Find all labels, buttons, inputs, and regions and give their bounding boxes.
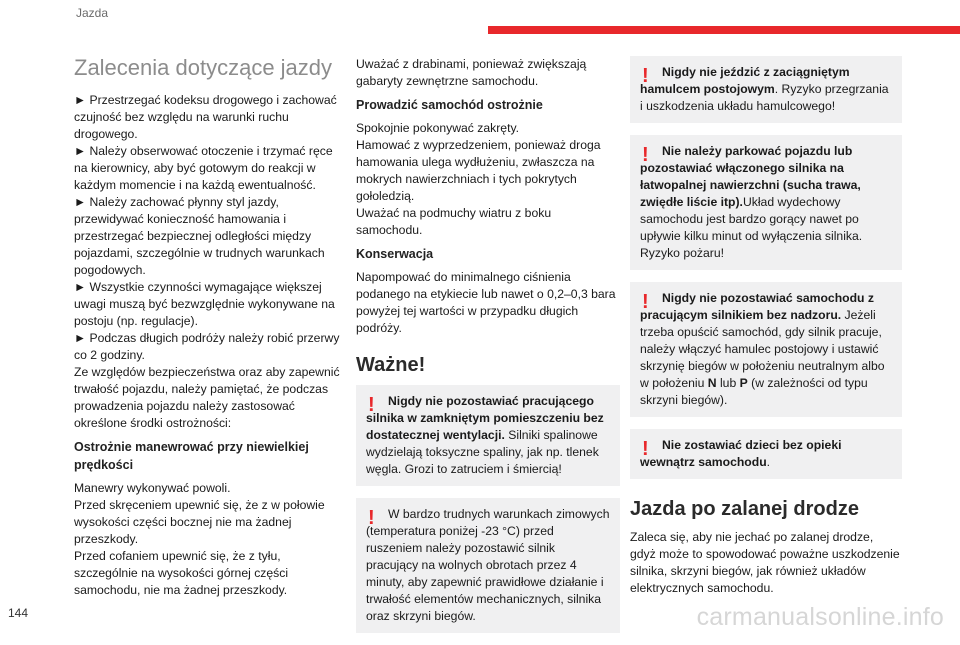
warning-rest: Silniki spalinowe wydzielają toksyczne spaliny, jak np. tlenek węgla. Grozi to zatruciem i śmiercią! — [366, 428, 599, 476]
warning-box-winter — [356, 498, 620, 633]
warning-box-unattended — [630, 282, 902, 417]
careful-line: Uważać na podmuchy wiatru z boku samochodu. — [356, 206, 552, 237]
warning-icon: ! — [642, 291, 649, 313]
subheading-drive-carefully: Prowadzić samochód ostrożnie — [356, 98, 543, 112]
warning-icon: ! — [642, 65, 649, 87]
gear-p: P — [739, 376, 748, 390]
warning-text — [640, 290, 892, 409]
flood-text: Zaleca się, aby nie jechać po zalanej drodze, gdyż może to spowodować poważne uszkodzenie silnika, skrzyni biegów, jak również układów elektrycznych samochodu. — [630, 530, 900, 595]
warning-text: W bardzo trudnych warunkach zimowych (temperatura poniżej -23 °C) przed ruszeniem należy pozostawić silnik pracujący na wolnych obrotach przez 4 minuty, aby zapewnić prawidłowe działanie i trwałość elementów mechanicznych, silnika oraz skrzyni biegów. — [366, 507, 610, 623]
warning-rest: Układ wydechowy samochodu jest bardzo gorący nawet po upływie kilku minut od wyłączenia silnika. Ryzyko pożaru! — [640, 195, 863, 260]
advice-item: Ze względów bezpieczeństwa oraz aby zapewnić trwałość pojazdu, należy pamiętać, że podczas prowadzenia pojazdu należy zastosować określone środki ostrożności: — [74, 365, 340, 430]
warning-box-parking-brake — [630, 56, 902, 123]
advice-item: ► Należy obserwować otoczenie i trzymać ręce na kierownicy, aby być gotowym do reakcji w każdym momencie i na każdą ewentualność. — [74, 144, 333, 192]
watermark: carmanualsonline.info — [696, 603, 944, 631]
warning-bold: Nie zostawiać dzieci bez opieki wewnątrz samochodu — [640, 438, 842, 469]
ladder-note: Uważać z drabinami, ponieważ zwiększają gabaryty zewnętrzne samochodu. — [356, 57, 587, 88]
warning-icon: ! — [642, 144, 649, 166]
maneuver-line: Przed cofaniem upewnić się, że z tyłu, szczególnie na wysokości górnej części samochodu, nie ma żadnej przeszkody. — [74, 549, 289, 597]
maintenance-text: Napompować do minimalnego ciśnienia podanego na etykiecie lub nawet o 0,2–0,3 bara powyżej tej wartości w przypadku długich podróży. — [356, 270, 616, 335]
warning-bold: Nigdy nie pozostawiać pracującego silnika w zamkniętym pomieszczeniu bez dostatecznej wentylacji. — [366, 394, 604, 442]
driving-advice-list — [74, 92, 346, 432]
column-3 — [630, 56, 902, 597]
subheading-maintenance: Konserwacja — [356, 247, 434, 261]
warning-text — [640, 64, 892, 115]
maneuver-line: Przed skręceniem upewnić się, że z w połowie wysokości części bocznej nie ma żadnej przeszkody. — [74, 498, 325, 546]
careful-line: Hamować z wyprzedzeniem, ponieważ droga hamowania ulega wydłużeniu, zwłaszcza na mokrych nawierzchniach i tych pokrytych gołoledzią. — [356, 138, 601, 203]
warning-rest: . — [766, 455, 771, 469]
warning-rest: (w zależności od typu skrzyni biegów). — [640, 376, 868, 407]
chapter-color-bar — [488, 26, 960, 34]
warning-rest: Jeżeli trzeba opuścić samochód, gdy silnik pracuje, należy włączyć hamulec postojowy i ustawić skrzynię biegów w położeniu neutralnym albo w położeniu — [640, 308, 885, 390]
column-2 — [356, 56, 620, 645]
gear-n: N — [707, 376, 717, 390]
heading-important: Ważne! — [356, 354, 426, 376]
running-head: Jazda — [76, 6, 109, 20]
subheading-low-speed: Ostrożnie manewrować przy niewielkiej prędkości — [74, 440, 309, 472]
advice-item: ► Podczas długich podróży należy robić przerwy co 2 godziny. — [74, 331, 340, 362]
warning-bold: Nie należy parkować pojazdu lub pozostawiać włączonego silnika na łatwopalnej nawierzchni (sucha trawa, zwiędłe liście itp). — [640, 144, 861, 209]
column-1 — [74, 56, 346, 599]
warning-icon: ! — [368, 394, 375, 416]
warning-rest: . Ryzyko przegrzania i uszkodzenia układu hamulcowego! — [640, 82, 889, 113]
warning-text — [366, 393, 610, 478]
heading-flooded-road: Jazda po zalanej drodze — [630, 498, 859, 520]
warning-rest: lub — [716, 376, 740, 390]
section-title: Zalecenia dotyczące jazdy — [74, 55, 333, 80]
warning-text — [640, 437, 892, 471]
warning-text — [640, 143, 892, 262]
warning-icon: ! — [368, 507, 375, 529]
advice-item: ► Przestrzegać kodeksu drogowego i zachować czujność bez względu na warunki ruchu drogowego. — [74, 93, 337, 141]
careful-line: Spokojnie pokonywać zakręty. — [356, 121, 520, 135]
advice-item: ► Wszystkie czynności wymagające większej uwagi muszą być bezwzględnie wykonywane na postoju (np. regulacje). — [74, 280, 335, 328]
warning-box-fire — [630, 135, 902, 270]
warning-box-ventilation — [356, 385, 620, 486]
warning-bold: Nigdy nie jeździć z zaciągniętym hamulcem postojowym — [640, 65, 850, 96]
warning-icon: ! — [642, 438, 649, 460]
maneuver-line: Manewry wykonywać powoli. — [74, 481, 231, 495]
warning-box-children — [630, 429, 902, 479]
advice-item: ► Należy zachować płynny styl jazdy, przewidywać konieczność hamowania i przestrzegać bezpiecznej odległości między pojazdami, szczególnie w trudnych warunkach pogodowych. — [74, 195, 325, 277]
warning-bold: Nigdy nie pozostawiać samochodu z pracującym silnikiem bez nadzoru. — [640, 291, 874, 322]
page-number: 144 — [8, 606, 29, 620]
